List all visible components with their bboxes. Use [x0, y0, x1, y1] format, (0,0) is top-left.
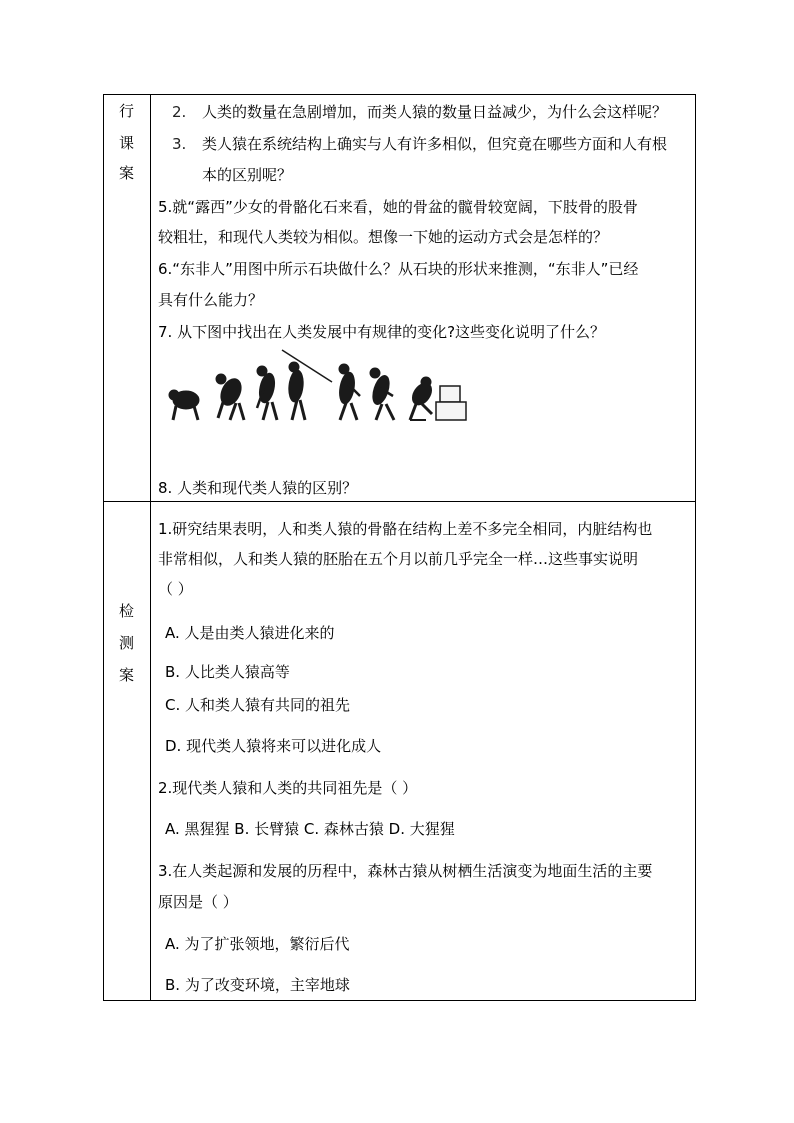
option-d: D. 现代类人猿将来可以进化成人	[165, 737, 382, 755]
row-divider	[103, 501, 696, 502]
label-char: 案	[118, 164, 134, 182]
question-text: 人类的数量在急剧增加，而类人猿的数量日益减少，为什么会这样呢？	[202, 103, 668, 121]
evolution-stage-5	[337, 364, 360, 420]
label-char: 检	[118, 602, 134, 620]
question-text: 类人猿在系统结构上确实与人有许多相似，但究竟在哪些方面和人有根	[202, 135, 668, 153]
question-6: 6.“东非人”用图中所示石块做什么？从石块的形状来推测，“东非人”已经	[158, 260, 639, 278]
evolution-stage-2	[216, 374, 245, 420]
question-6-cont: 具有什么能力？	[158, 291, 264, 309]
question-number: 2.	[172, 103, 187, 121]
options-row: A. 黑猩猩 B. 长臂猿 C. 森林古猿 D. 大猩猩	[165, 820, 455, 838]
evolution-stage-6	[370, 368, 394, 420]
question-5: 5.就“露西”少女的骨骼化石来看，她的骨盆的髋骨较宽阔，下肢骨的股骨	[158, 198, 638, 216]
evolution-stage-3	[257, 366, 277, 420]
question-3	[172, 137, 667, 152]
label-char: 课	[118, 134, 134, 152]
test-question-1: 1.研究结果表明，人和类人猿的骨骼在结构上差不多完全相同，内脏结构也	[158, 520, 653, 538]
question-5-cont: 较粗壮，和现代人类较为相似。想像一下她的运动方式会是怎样的？	[158, 228, 609, 246]
column-divider	[150, 94, 151, 1001]
option-c: C. 人和类人猿有共同的祖先	[165, 696, 351, 714]
evolution-stage-7	[409, 377, 466, 420]
section-label-xingke	[103, 104, 150, 181]
section-label-jiance	[103, 604, 150, 683]
question-7: 7. 从下图中找出在人类发展中有规律的变化?这些变化说明了什么？	[158, 323, 606, 341]
test-question-3: 3.在人类起源和发展的历程中，森林古猿从树栖生活演变为地面生活的主要	[158, 862, 653, 880]
question-2	[172, 105, 667, 120]
evolution-stage-1	[169, 390, 199, 420]
option-b: B. 人比类人猿高等	[165, 663, 290, 681]
label-char: 案	[118, 666, 134, 684]
human-evolution-figure	[164, 348, 480, 426]
question-number: 3.	[172, 135, 187, 153]
option-a: A. 为了扩张领地，繁衍后代	[165, 935, 350, 953]
test-question-2: 2.现代类人猿和人类的共同祖先是（ ）	[158, 779, 418, 797]
question-8: 8. 人类和现代类人猿的区别？	[158, 479, 358, 497]
label-char: 测	[118, 634, 134, 652]
test-question-1-cont: 非常相似，人和类人猿的胚胎在五个月以前几乎完全一样…这些事实说明	[158, 550, 639, 568]
label-char: 行	[118, 102, 134, 120]
option-a: A. 人是由类人猿进化来的	[165, 624, 335, 642]
test-question-3-cont: 原因是（ ）	[158, 893, 238, 911]
option-b: B. 为了改变环境，主宰地球	[165, 976, 350, 994]
answer-blank: （ ）	[158, 580, 193, 598]
evolution-stage-4	[282, 350, 332, 420]
question-3-cont: 本的区别呢？	[202, 166, 293, 184]
